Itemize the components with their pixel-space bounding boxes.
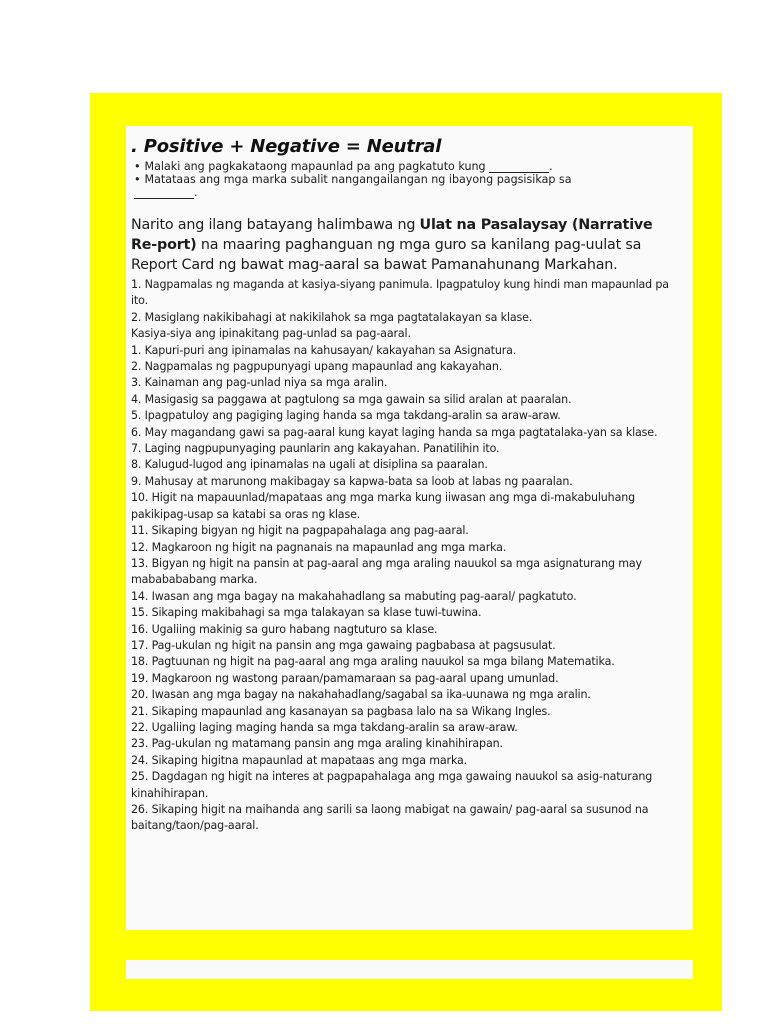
list-item: 2. Nagpamalas ng pagpupunyagi upang mapaunlad ang kakayahan. [131, 360, 503, 374]
list-item: 20. Iwasan ang mga bagay na nakahahadlang/sagabal sa ika-uunawa ng mga aralin. [131, 688, 591, 702]
list-item: 18. Pagtuunan ng higit na pag-aaral ang mga araling nauukol sa mga bilang Matematika. [131, 655, 615, 669]
list-item: 7. Laging nagpupunyaging paunlarin ang kakayahan. Panatilihin ito. [131, 442, 500, 456]
bullet-item-1 [134, 160, 683, 173]
intro-text-end: na maaring paghanguan ng mga guro sa kanilang pag-uulat sa Report Card ng bawat mag-aaral sa bawat Pamanahunang Markahan. [131, 237, 642, 273]
section-heading: . Positive + Negative = Neutral [131, 136, 442, 157]
bullet-text-1: Malaki ang pagkakataong mapaunlad pa ang pagkatuto kung [144, 160, 486, 173]
list-item: 17. Pag-ukulan ng higit na pansin ang mga gawaing pagbabasa at pagsusulat. [131, 638, 556, 652]
list-item: 22. Ugaliing laging maging handa sa mga takdang-aralin sa araw-araw. [131, 720, 518, 734]
bullet-item-2 [134, 173, 683, 199]
list-item: 19. Magkaroon ng wastong paraan/pamamaraan sa pag-aaral upang umunlad. [131, 671, 559, 685]
list-item: Kasiya-siya ang ipinakitang pag-unlad sa pag-aaral. [131, 327, 411, 341]
list-item: 21. Sikaping mapaunlad ang kasanayan sa pagbasa lalo na sa Wikang Ingles. [131, 704, 551, 718]
list-item: 25. Dagdagan ng higit na interes at pagpapahalaga ang mga gawaing nauukol sa asig-naturang kinahihirapan. [131, 770, 653, 800]
bullet-dot: • [134, 173, 141, 186]
bullet-dot: • [134, 160, 141, 173]
list-item: 4. Masigasig sa paggawa at pagtulong sa mga gawain sa silid aralan at paaralan. [131, 392, 572, 406]
yellow-frame [90, 93, 722, 1011]
list-item: 8. Kalugud-lugod ang ipinamalas na ugali at disiplina sa paaralan. [131, 458, 488, 472]
fill-in-blank [134, 187, 194, 199]
list-item: 26. Sikaping higit na maihanda ang sarili sa laong mabigat na gawain/ pag-aaral sa susunod na baitang/taon/pag-aaral. [131, 803, 649, 833]
bottom-strip [126, 960, 693, 979]
list-item: 5. Ipagpatuloy ang pagiging laging handa sa mga takdang-aralin sa araw-araw. [131, 409, 561, 423]
list-item: 2. Masiglang nakikibahagi at nakikilahok sa mga pagtatalakayan sa klase. [131, 310, 533, 324]
fill-in-blank [489, 161, 549, 173]
intro-text-bold: Ulat na Pasalaysay (Narrative Re-port) [131, 217, 653, 253]
bullet-end-1: . [549, 160, 553, 173]
list-item: 9. Mahusay at marunong makibagay sa kapwa-bata sa loob at labas ng paaralan. [131, 474, 573, 488]
intro-text-start: Narito ang ilang batayang halimbawa ng [131, 217, 420, 233]
list-item: 1. Nagpamalas ng maganda at kasiya-siyang panimula. Ipagpatuloy kung hindi man mapaunlad pa ito. [131, 278, 669, 308]
list-item: 23. Pag-ukulan ng matamang pansin ang mga araling kinahihirapan. [131, 737, 503, 751]
list-item: 3. Kainaman ang pag-unlad niya sa mga aralin. [131, 376, 388, 390]
bullet-end-2: . [194, 186, 198, 199]
document-panel [126, 126, 693, 930]
list-item: 15. Sikaping makibahagi sa mga talakayan sa klase tuwi-tuwina. [131, 606, 482, 620]
list-item: 11. Sikaping bigyan ng higit na pagpapahalaga ang pag-aaral. [131, 524, 469, 538]
list-item: 16. Ugaliing makinig sa guro habang nagtuturo sa klase. [131, 622, 438, 636]
intro-paragraph [131, 215, 683, 275]
list-item: 10. Higit na mapauunlad/mapataas ang mga marka kung iiwasan ang mga di-makabuluhang pakikipag-usap sa katabi sa oras ng klase. [131, 491, 635, 521]
bullet-text-2: Matataas ang mga marka subalit nangangailangan ng ibayong pagsisikap sa [144, 173, 572, 186]
list-item: 1. Kapuri-puri ang ipinamalas na kahusayan/ kakayahan sa Asignatura. [131, 343, 517, 357]
list-item: 12. Magkaroon ng higit na pagnanais na mapaunlad ang mga marka. [131, 540, 507, 554]
list-item: 24. Sikaping higitna mapaunlad at mapataas ang mga marka. [131, 753, 468, 767]
list-item: 14. Iwasan ang mga bagay na makahahadlang sa mabuting pag-aaral/ pagkatuto. [131, 589, 577, 603]
remarks-list [131, 277, 683, 835]
document-content [131, 136, 683, 835]
list-item: 13. Bigyan ng higit na pansin at pag-aaral ang mga araling nauukol sa mga asignaturang may mababababang marka. [131, 556, 642, 587]
list-item: 6. May magandang gawi sa pag-aaral kung kayat laging handa sa mga pagtatalaka-yan sa klase. [131, 425, 658, 439]
